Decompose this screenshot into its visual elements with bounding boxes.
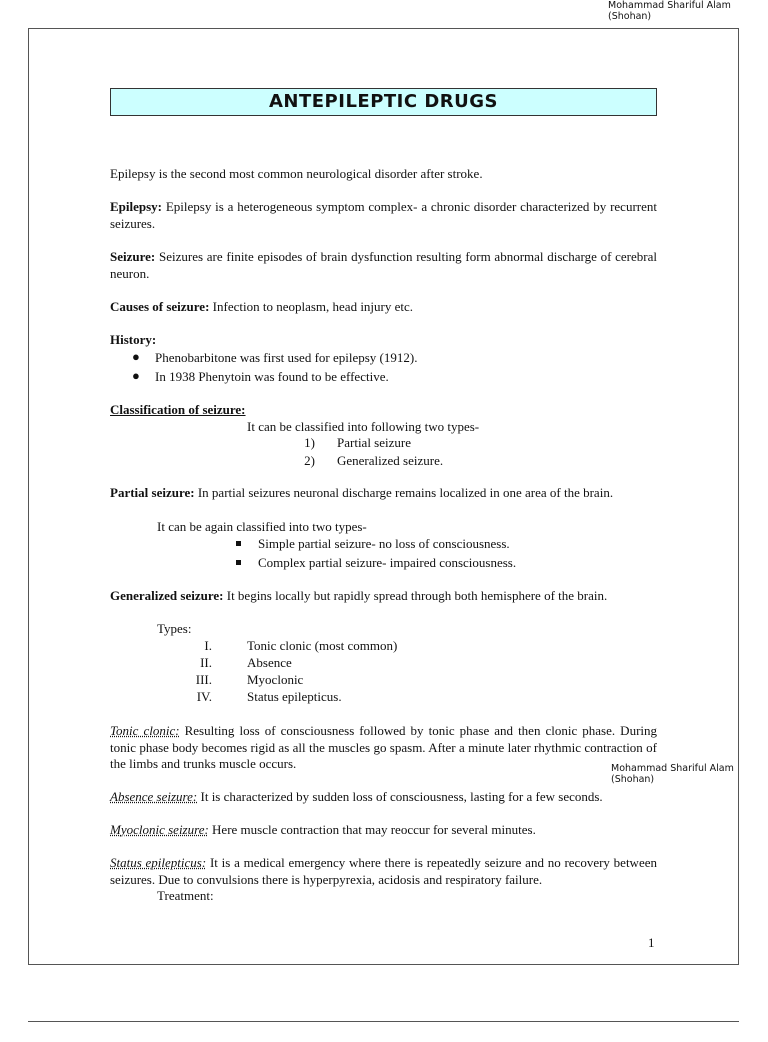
partial-seizure-paragraph	[110, 485, 657, 502]
tonic-clonic-term: Tonic clonic:	[110, 723, 180, 738]
author-nickname: (Shohan)	[611, 774, 655, 785]
roman-numeral: I.	[204, 638, 212, 653]
seizure-definition	[110, 249, 657, 282]
bullet-icon: ●	[132, 368, 140, 383]
epilepsy-definition	[110, 199, 657, 232]
author-nickname: (Shohan)	[608, 11, 652, 22]
absence-seizure-term: Absence seizure:	[110, 789, 198, 804]
roman-numeral: II.	[200, 655, 212, 670]
epilepsy-text: Epilepsy is a heterogeneous symptom complex- a chronic disorder characterized by recurrent seizures.	[110, 199, 657, 231]
seizure-type-item: Myoclonic	[247, 672, 304, 687]
myoclonic-seizure-paragraph	[110, 822, 657, 839]
page-title: ANTEPILEPTIC DRUGS	[110, 88, 657, 116]
list-number: 2)	[304, 453, 315, 468]
generalized-seizure-term: Generalized seizure:	[110, 588, 224, 603]
history-item: In 1938 Phenytoin was found to be effective.	[155, 369, 389, 384]
seizure-type-item: Tonic clonic (most common)	[247, 638, 398, 653]
tonic-clonic-paragraph	[110, 723, 657, 773]
classification-item: Partial seizure	[337, 435, 411, 450]
roman-numeral: III.	[195, 672, 212, 687]
seizure-type-item: Status epilepticus.	[247, 689, 342, 704]
author-name: Mohammad Shariful Alam	[608, 0, 731, 11]
absence-seizure-text: It is characterized by sudden loss of consciousness, lasting for a few seconds.	[197, 789, 603, 804]
types-label: Types:	[157, 621, 192, 636]
author-header	[608, 0, 731, 22]
causes-text: Infection to neoplasm, head injury etc.	[209, 299, 414, 314]
generalized-seizure-paragraph	[110, 588, 657, 605]
seizure-type-item: Absence	[247, 655, 292, 670]
partial-type-item: Simple partial seizure- no loss of consciousness.	[258, 536, 510, 551]
classification-item: Generalized seizure.	[337, 453, 444, 468]
history-heading: History:	[110, 332, 157, 347]
page-number: 1	[648, 935, 655, 950]
generalized-seizure-text: It begins locally but rapidly spread through both hemisphere of the brain.	[223, 588, 608, 603]
partial-seizure-text: In partial seizures neuronal discharge remains localized in one area of the brain.	[194, 485, 614, 500]
tonic-clonic-text: Resulting loss of consciousness followed by tonic phase and then clonic phase. During tonic phase body becomes rigid as all the muscles go spasm. After a minute later rhythmic contraction of the limbs and trunks muscle occurs.	[110, 723, 658, 771]
author-name: Mohammad Shariful Alam	[611, 763, 734, 774]
roman-numeral: IV.	[196, 689, 212, 704]
square-bullet-icon	[236, 541, 241, 546]
seizure-text: Seizures are finite episodes of brain dysfunction resulting form abnormal discharge of cerebral neuron.	[110, 249, 657, 281]
causes-paragraph	[110, 299, 657, 316]
author-header	[611, 763, 734, 787]
treatment-label: Treatment:	[157, 888, 214, 903]
status-epilepticus-term: Status epilepticus:	[110, 855, 207, 870]
classification-intro: It can be classified into following two types-	[247, 419, 480, 434]
myoclonic-seizure-text: Here muscle contraction that may reoccur for several minutes.	[208, 822, 536, 837]
partial-sub-intro: It can be again classified into two types-	[157, 519, 367, 534]
status-epilepticus-text: It is a medical emergency where there is repeatedly seizure and no recovery between seizures. Due to convulsions there is hyperpyrexia, acidosis and respiratory failure.	[110, 855, 657, 887]
causes-term: Causes of seizure:	[110, 299, 210, 314]
absence-seizure-paragraph	[110, 789, 657, 806]
square-bullet-icon	[236, 560, 241, 565]
seizure-term: Seizure:	[110, 249, 156, 264]
epilepsy-term: Epilepsy:	[110, 199, 163, 214]
list-number: 1)	[304, 435, 315, 450]
myoclonic-seizure-term: Myoclonic seizure:	[110, 822, 209, 837]
partial-type-item: Complex partial seizure- impaired consciousness.	[258, 555, 517, 570]
partial-seizure-term: Partial seizure:	[110, 485, 195, 500]
next-page-border	[28, 1021, 739, 1042]
bullet-icon: ●	[132, 349, 140, 364]
intro-paragraph: Epilepsy is the second most common neurological disorder after stroke.	[110, 166, 483, 181]
classification-heading: Classification of seizure:	[110, 402, 246, 417]
status-epilepticus-paragraph	[110, 855, 657, 888]
history-item: Phenobarbitone was first used for epilepsy (1912).	[155, 350, 418, 365]
